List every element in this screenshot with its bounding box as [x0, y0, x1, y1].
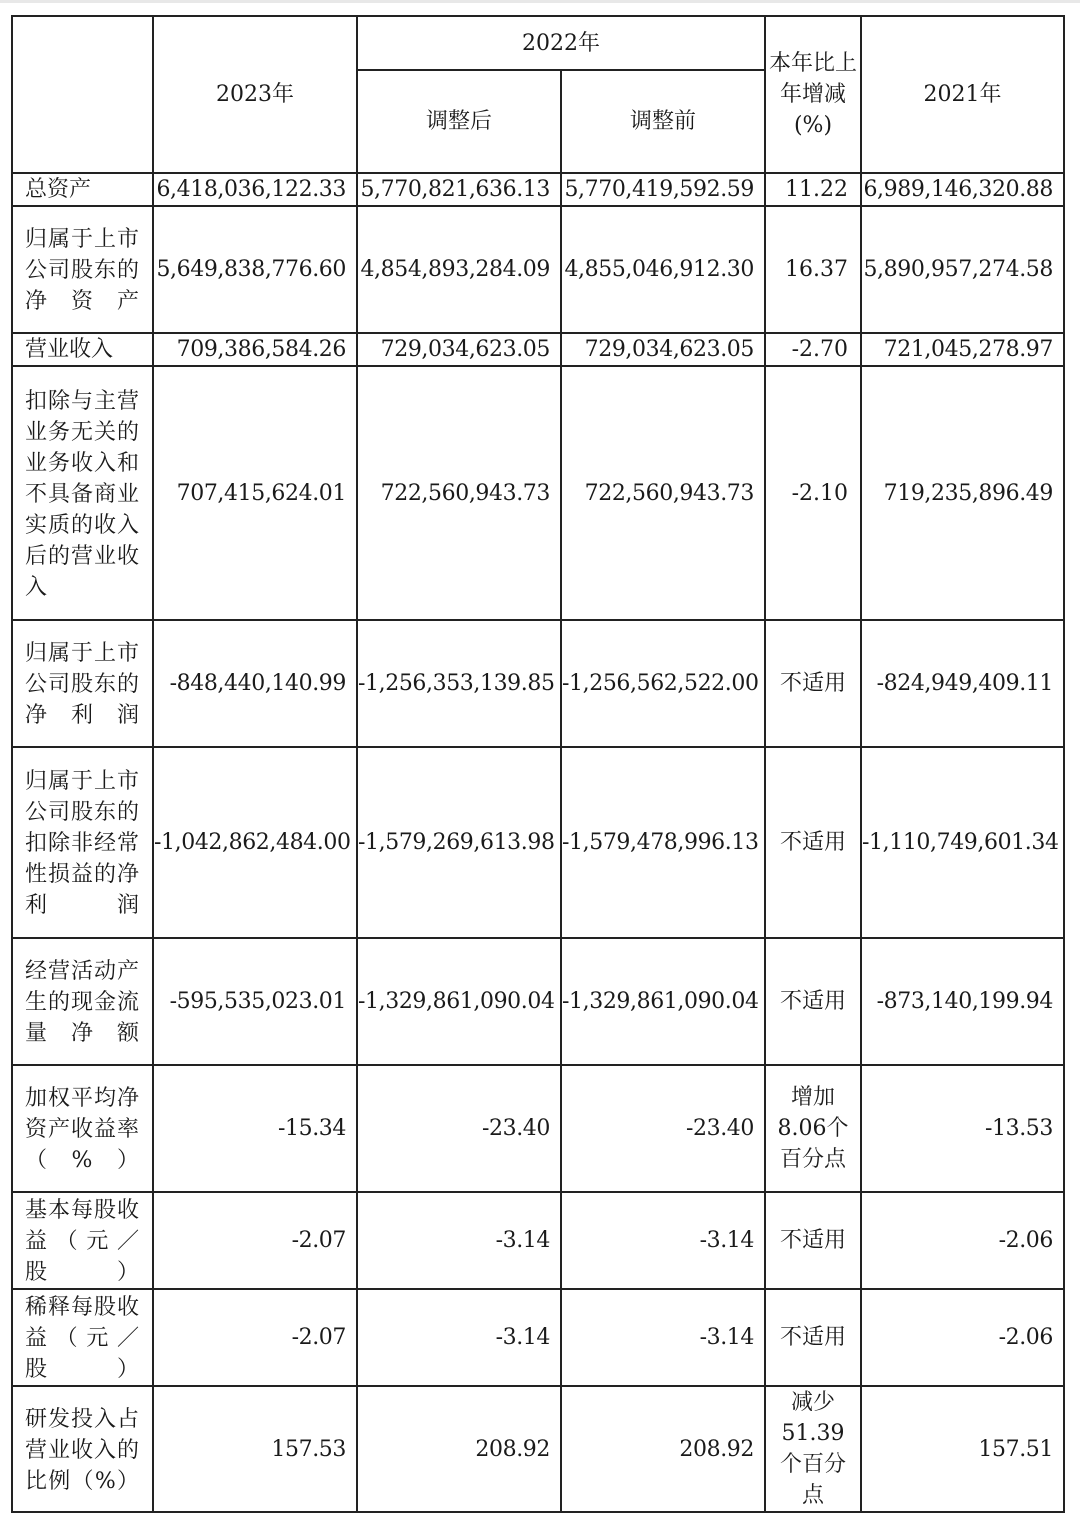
value-2021: 5,890,957,274.58 [861, 206, 1064, 333]
table-row [12, 747, 1064, 938]
value-2022-before: 729,034,623.05 [561, 333, 765, 366]
row-label: 经营活动产生的现金流量净额 [12, 938, 153, 1065]
table-row [12, 620, 1064, 747]
table-row [12, 1192, 1064, 1289]
value-2022-before: -3.14 [561, 1289, 765, 1386]
value-2021: -873,140,199.94 [861, 938, 1064, 1065]
row-label: 扣除与主营业务无关的业务收入和不具备商业实质的收入后的营业收入 [12, 366, 153, 620]
value-change: 不适用 [765, 1289, 861, 1386]
value-2022-before: -1,256,562,522.00 [561, 620, 765, 747]
value-2023: 157.53 [153, 1386, 357, 1512]
value-change: 减少51.39个百分点 [765, 1386, 861, 1512]
table-row [12, 333, 1064, 366]
value-2023: -2.07 [153, 1192, 357, 1289]
value-2022-before: -1,579,478,996.13 [561, 747, 765, 938]
value-change: 增加8.06个百分点 [765, 1065, 861, 1192]
value-2023: -2.07 [153, 1289, 357, 1386]
row-label: 加权平均净资产收益率（%） [12, 1065, 153, 1192]
header-2023: 2023年 [153, 16, 357, 173]
value-2021: 6,989,146,320.88 [861, 173, 1064, 206]
value-change: 16.37 [765, 206, 861, 333]
header-adjusted-before: 调整前 [561, 70, 765, 173]
value-2022-before: 208.92 [561, 1386, 765, 1512]
row-label: 基本每股收益（元／股） [12, 1192, 153, 1289]
value-2022-after: -3.14 [357, 1192, 561, 1289]
value-2023: 709,386,584.26 [153, 333, 357, 366]
row-label: 归属于上市公司股东的净利润 [12, 620, 153, 747]
value-change: 11.22 [765, 173, 861, 206]
value-2023: -15.34 [153, 1065, 357, 1192]
header-blank-cell [12, 16, 153, 173]
value-2022-before: 722,560,943.73 [561, 366, 765, 620]
value-change: -2.10 [765, 366, 861, 620]
value-2023: 5,649,838,776.60 [153, 206, 357, 333]
value-2021: -2.06 [861, 1289, 1064, 1386]
value-2022-after: -23.40 [357, 1065, 561, 1192]
value-2022-after: -1,579,269,613.98 [357, 747, 561, 938]
header-yoy-change: 本年比上年增减(%) [765, 16, 861, 173]
table-row [12, 206, 1064, 333]
value-change: 不适用 [765, 1192, 861, 1289]
value-2021: -824,949,409.11 [861, 620, 1064, 747]
value-2021: 157.51 [861, 1386, 1064, 1512]
table-row [12, 173, 1064, 206]
row-label: 研发投入占营业收入的比例（%） [12, 1386, 153, 1512]
value-2023: -848,440,140.99 [153, 620, 357, 747]
value-2022-after: 722,560,943.73 [357, 366, 561, 620]
value-2021: 721,045,278.97 [861, 333, 1064, 366]
table-row [12, 938, 1064, 1065]
value-2023: -595,535,023.01 [153, 938, 357, 1065]
row-label: 归属于上市公司股东的净资产 [12, 206, 153, 333]
table-row [12, 1065, 1064, 1192]
row-label: 稀释每股收益（元／股） [12, 1289, 153, 1386]
table-row [12, 366, 1064, 620]
financial-data-table [11, 15, 1065, 1513]
row-label: 总资产 [12, 173, 153, 206]
value-2022-before: 5,770,419,592.59 [561, 173, 765, 206]
value-2022-after: -1,329,861,090.04 [357, 938, 561, 1065]
value-2023: 6,418,036,122.33 [153, 173, 357, 206]
value-2022-before: 4,855,046,912.30 [561, 206, 765, 333]
value-2021: -13.53 [861, 1065, 1064, 1192]
value-2022-after: 5,770,821,636.13 [357, 173, 561, 206]
row-label: 营业收入 [12, 333, 153, 366]
value-2021: -1,110,749,601.34 [861, 747, 1064, 938]
value-2022-after: -1,256,353,139.85 [357, 620, 561, 747]
value-2022-before: -23.40 [561, 1065, 765, 1192]
value-2023: -1,042,862,484.00 [153, 747, 357, 938]
row-label: 归属于上市公司股东的扣除非经常性损益的净利润 [12, 747, 153, 938]
table-row [12, 1289, 1064, 1386]
value-2022-after: 729,034,623.05 [357, 333, 561, 366]
value-2023: 707,415,624.01 [153, 366, 357, 620]
value-2022-after: 208.92 [357, 1386, 561, 1512]
value-change: 不适用 [765, 938, 861, 1065]
value-2022-before: -1,329,861,090.04 [561, 938, 765, 1065]
table-row [12, 1386, 1064, 1512]
header-2022: 2022年 [357, 16, 765, 70]
value-2021: -2.06 [861, 1192, 1064, 1289]
value-change: 不适用 [765, 747, 861, 938]
value-2022-after: -3.14 [357, 1289, 561, 1386]
header-adjusted-after: 调整后 [357, 70, 561, 173]
header-row-1 [12, 16, 1064, 70]
header-2021: 2021年 [861, 16, 1064, 173]
value-2022-after: 4,854,893,284.09 [357, 206, 561, 333]
value-2022-before: -3.14 [561, 1192, 765, 1289]
value-2021: 719,235,896.49 [861, 366, 1064, 620]
top-edge [0, 0, 1080, 3]
value-change: -2.70 [765, 333, 861, 366]
value-change: 不适用 [765, 620, 861, 747]
